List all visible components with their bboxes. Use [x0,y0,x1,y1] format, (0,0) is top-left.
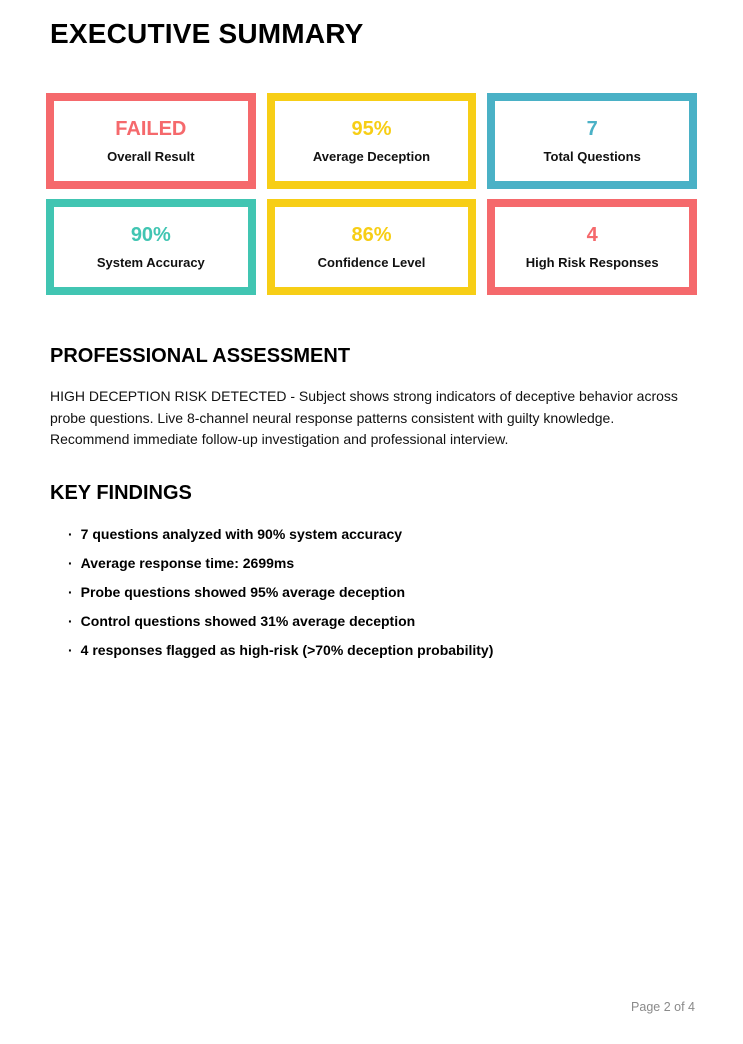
stat-card-value: FAILED [115,118,187,140]
finding-item: · Probe questions showed 95% average deception [68,584,693,601]
stat-card-value: 90% [130,224,171,246]
stat-card-label: System Accuracy [96,255,205,270]
stat-card-average-deception [267,93,477,189]
stat-card-high-risk-responses [487,199,697,295]
section-heading-key-findings: KEY FINDINGS [50,481,192,504]
stat-card-value: 7 [586,118,598,140]
stat-card-value: 95% [351,118,392,140]
stat-card-value: 4 [586,224,598,246]
section-heading-professional-assessment: PROFESSIONAL ASSESSMENT [50,345,351,367]
page-number: Page 2 of 4 [631,1000,695,1014]
stat-card-overall-result [46,93,256,189]
stat-card-grid [46,93,697,295]
stat-card-label: Average Deception [312,149,431,164]
stat-card-confidence-level [267,199,477,295]
key-findings-list [50,526,693,659]
stat-card-label: High Risk Responses [525,255,659,270]
stat-card-label: Overall Result [107,149,195,164]
page-title: EXECUTIVE SUMMARY [50,18,364,49]
stat-card-system-accuracy [46,199,256,295]
stat-card-label: Confidence Level [317,255,426,270]
finding-item: · 7 questions analyzed with 90% system accuracy [68,526,693,543]
stat-card-total-questions [487,93,697,189]
stat-card-label: Total Questions [543,149,641,164]
stat-card-value: 86% [351,224,392,246]
finding-item: · 4 responses flagged as high-risk (>70% deception probability) [68,642,693,659]
finding-item: · Control questions showed 31% average deception [68,613,693,630]
assessment-paragraph: HIGH DECEPTION RISK DETECTED - Subject shows strong indicators of deceptive behavior across probe questions. Live 8-channel neural response patterns consistent with guilty knowledge. Recommend immediate follow-up investigation and professional interview. [50,388,678,447]
finding-item: · Average response time: 2699ms [68,555,693,572]
